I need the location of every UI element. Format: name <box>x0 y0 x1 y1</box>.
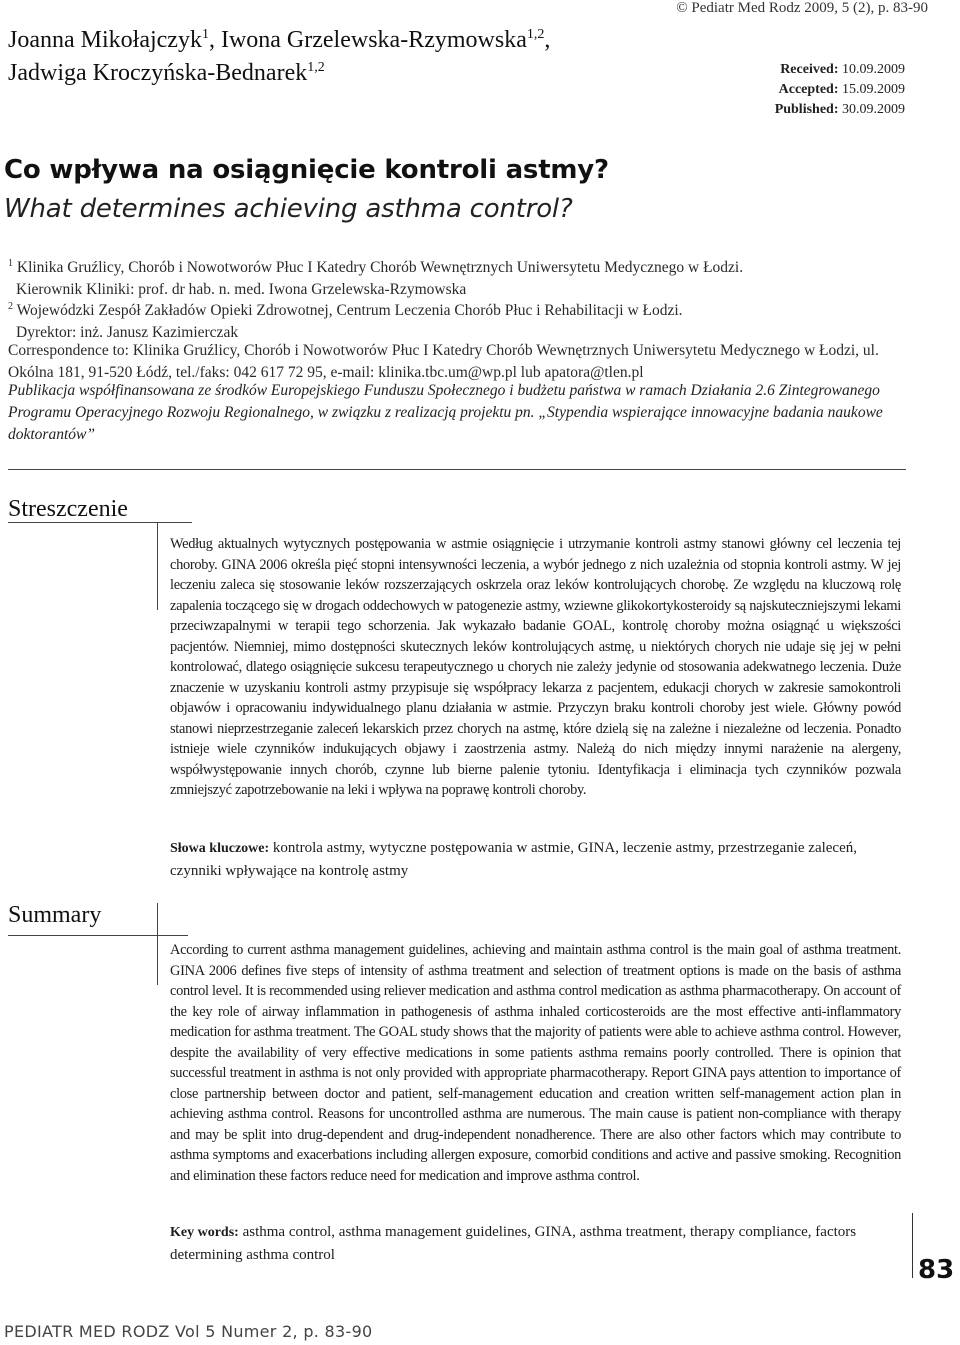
affiliation-1-line-1 <box>8 257 908 279</box>
accepted-date: 15.09.2009 <box>842 82 905 97</box>
affiliation-text: Wojewódzki Zespół Zakładów Opieki Zdrowotnej, Centrum Leczenia Chorób Płuc i Rehabilitacji w Łodzi. <box>16 302 683 319</box>
streszczenie-heading: Streszczenie <box>8 496 128 522</box>
summary-heading: Summary <box>8 902 102 928</box>
keywords-label: Key words: <box>170 1225 239 1240</box>
author-separator: , <box>544 27 551 53</box>
streszczenie-keywords <box>170 837 901 882</box>
affiliation-number: 1 <box>8 258 13 269</box>
author-name: Joanna Mikołajczyk <box>8 27 202 53</box>
published-date-row <box>700 100 905 120</box>
section-rule <box>8 935 188 936</box>
author-list <box>8 24 658 90</box>
authors-line-2 <box>8 57 658 90</box>
author-name: , Iwona Grzelewska-Rzymowska <box>208 27 527 53</box>
author-affiliation-mark: 1 <box>201 27 209 42</box>
published-label: Published: <box>774 102 839 117</box>
correspondence: Correspondence to: Klinika Gruźlicy, Chorób i Nowotworów Płuc I Katedry Chorób Wewnętrznych Uniwersytetu Medycznego w Łodzi, ul. Okólna 181, 91-520 Łódź, tel./faks: 042 617 72 95, e-mail: klinika.tbc.um@wp.pl lub apatora@tlen.pl <box>8 342 879 381</box>
author-affiliation-mark: 1,2 <box>526 27 545 42</box>
received-date-row <box>700 60 905 80</box>
published-date: 30.09.2009 <box>842 102 905 117</box>
summary-abstract: According to current asthma management guidelines, achieving and maintain asthma control is the main goal of asthma treatment. GINA 2006 defines five steps of intensity of asthma treatment and selection of treatment options is made on the basis of asthma control level. It is recommended using reliever medication and asthma control medication as asthma pharmacotherapy. On account of the key role of airway inflammation in pathogenesis of asthma inhaled corticosteroids are the most effective anti-inflammatory medication for asthma treatment. The GOAL study shows that the majority of patients were able to achieve asthma control. However, despite the availability of very effective medications in some patients asthma remains poorly controlled. There is opinion that successful treatment in asthma is not only provided with appropriate pharmacotherapy. Report GINA pays attention to importance of close partnership between doctor and patient, self-management education and creation written self-management action plan in achieving asthma control. Reasons for uncontrolled asthma are numerous. The main cause is patient non-compliance with therapy and may be split into drug-dependent and drug-independent nonadherence. There are also other factors which may contribute to asthma symptoms and exacerbations including allergen exposure, comorbid conditions and active and passive smoking. Recognition and elimination these factors reduce need for medication and improve asthma control. <box>170 942 901 1184</box>
section-rule <box>8 522 192 523</box>
running-footer: PEDIATR MED RODZ Vol 5 Numer 2, p. 83-90 <box>4 1322 373 1341</box>
keywords-label: Słowa kluczowe: <box>170 841 270 856</box>
affiliation-2-line-2: Dyrektor: inż. Janusz Kazimierczak <box>16 324 239 341</box>
streszczenie-abstract: Według aktualnych wytycznych postępowania w astmie osiągnięcie i utrzymanie kontroli astmy stanowi główny cel leczenia tej choroby. GINA 2006 określa pięć stopni intensywności leczenia, a wybór jednego z nich uzależnia od stopnia kontroli astmy. W jej leczeniu zaleca się stosowanie leków rozszerzających oskrzela oraz leków kontrolujących chorobę. Ze względu na kluczową rolę zapalenia toczącego się w drogach oddechowych w patogenezie astmy, wziewne glikokortykosteroidy są najskuteczniejszymi lekami przeciwzapalnymi w terapii tego schorzenia. Jak wykazało badanie GOAL, kontrolę choroby można osiągnąć u większości pacjentów. Niemniej, mimo dostępności skutecznych leków kontrolujących astmę, u niektórych chorych nie udaje się jej w pełni kontrolować, dlatego osiągnięcie sukcesu terapeutycznego u chorych nie zależy jedynie od stosowania adekwatnego leczenia. Duże znaczenie w uzyskaniu kontroli astmy przypisuje się współpracy lekarza z pacjentem, edukacji chorych w zakresie samokontroli objawów i opracowaniu indywidualnego planu działania w astmie. Przyczyn braku kontroli choroby jest wiele. Główny powód stanowi nieprzestrzeganie zaleceń lekarskich przez chorych na astmę, które dzielą się na zależne i niezależne od leczenia. Ponadto istnieje wiele czynników indukujących objawy i zaostrzenia astmy. Należą do nich między innymi narażenie na alergeny, współwystępowanie innych chorób, czynne lub bierne palenie tytoniu. Identyfikacja i eliminacja tych czynników pozwala zmniejszyć zapotrzebowanie na leki i wpływa na poprawę kontroli choroby. <box>170 536 901 798</box>
accepted-label: Accepted: <box>778 82 839 97</box>
affiliation-2-line-1 <box>8 300 908 322</box>
affiliation-2 <box>8 300 908 344</box>
affiliation-text: Klinika Gruźlicy, Chorób i Nowotworów Płuc I Katedry Chorób Wewnętrznych Uniwersytetu Medycznego w Łodzi. <box>16 259 744 276</box>
keywords-text: kontrola astmy, wytyczne postępowania w astmie, GINA, leczenie astmy, przestrzeganie zaleceń, czynniki wpływające na kontrolę astmy <box>170 840 857 879</box>
header-divider <box>8 469 906 470</box>
keywords-text: asthma control, asthma management guidelines, GINA, asthma treatment, therapy compliance, factors determining asthma control <box>170 1224 857 1263</box>
funding-note: Publikacja współfinansowana ze środków Europejskiego Funduszu Społecznego i budżetu państwa w ramach Działania 2.6 Zintegrowanego Programu Operacyjnego Rozwoju Regionalnego, w związku z realizacją projektu pn. „Stypendia wspierające innowacyjne badania naukowe doktorantów” <box>8 382 883 443</box>
section-rule <box>157 903 158 985</box>
author-name: Jadwiga Kroczyńska-Bednarek <box>8 60 308 86</box>
affiliation-number: 2 <box>8 301 13 312</box>
summary-keywords <box>170 1221 901 1266</box>
authors-line-1 <box>8 24 658 57</box>
accepted-date-row <box>700 80 905 100</box>
section-rule <box>157 522 158 610</box>
title-polish: Co wpływa na osiągnięcie kontroli astmy? <box>4 155 609 185</box>
received-label: Received: <box>780 62 839 77</box>
journal-citation: © Pediatr Med Rodz 2009, 5 (2), p. 83-90 <box>676 0 928 16</box>
page-number-bar <box>912 1213 913 1278</box>
author-affiliation-mark: 1,2 <box>307 60 325 75</box>
affiliation-1-line-2: Kierownik Kliniki: prof. dr hab. n. med. Iwona Grzelewska-Rzymowska <box>16 281 467 298</box>
received-date: 10.09.2009 <box>842 62 905 77</box>
publication-dates <box>700 60 905 120</box>
page-number: 83 <box>918 1255 955 1285</box>
title-english: What determines achieving asthma control? <box>4 194 573 224</box>
affiliation-1 <box>8 257 908 301</box>
